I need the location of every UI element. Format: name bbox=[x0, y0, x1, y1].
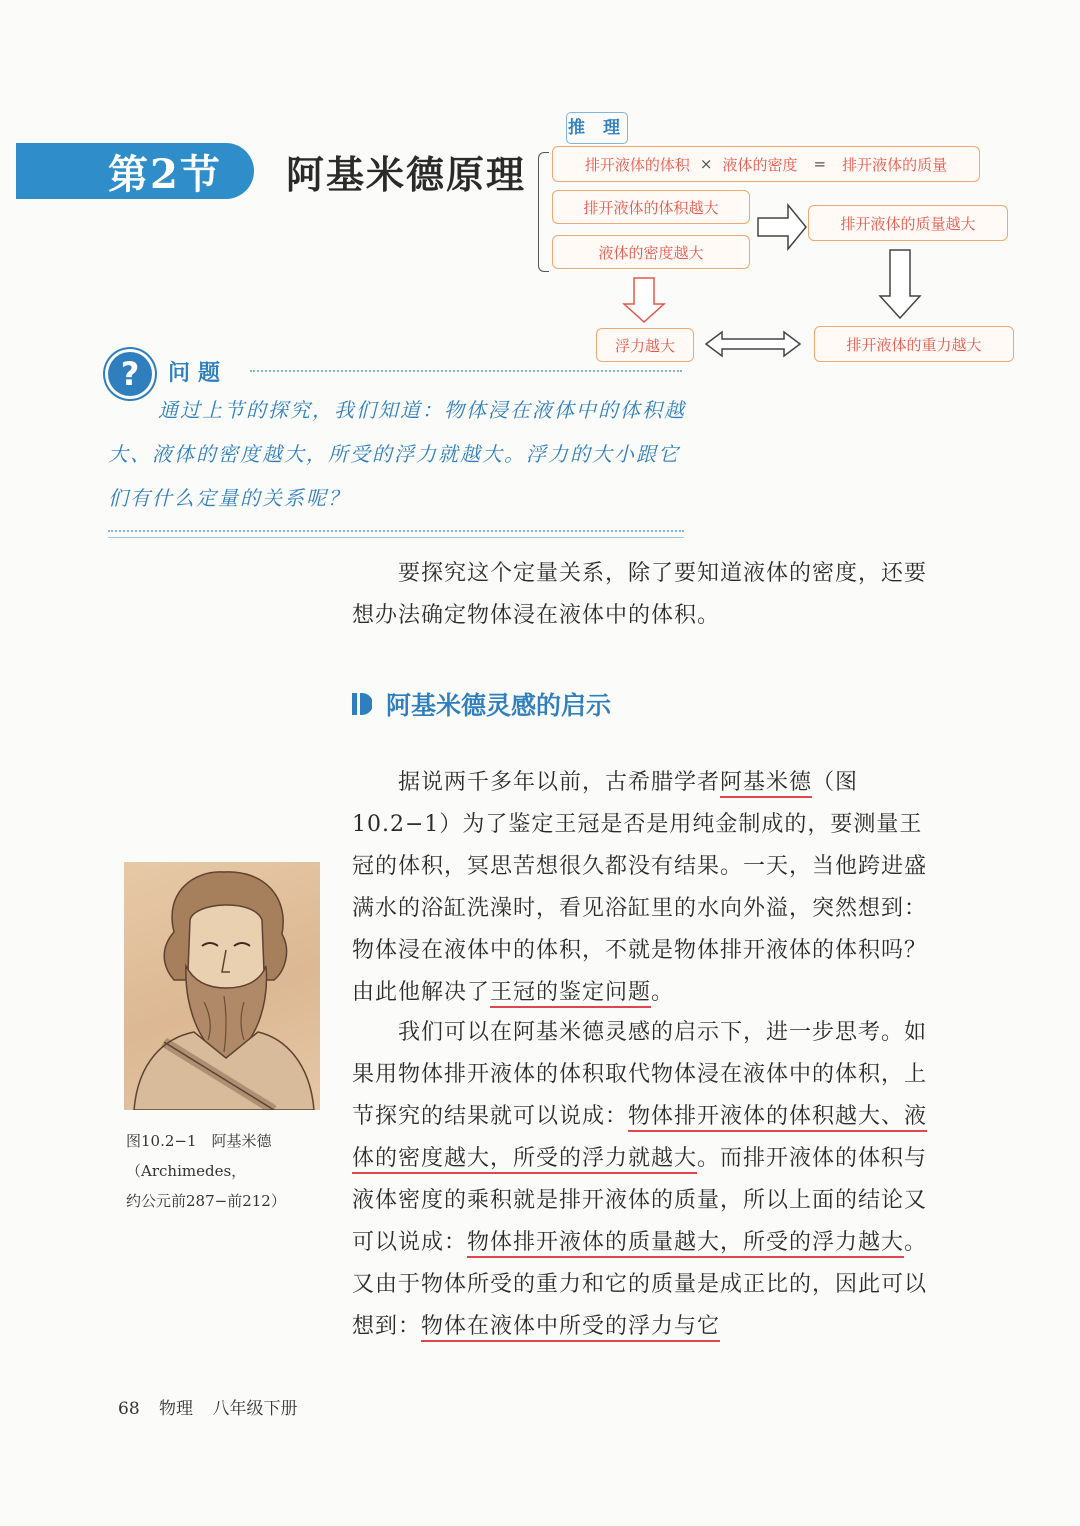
question-text: 通过上节的探究，我们知道：物体浸在液体中的体积越大、液体的密度越大，所受的浮力就越大。浮力的大小跟它们有什么定量的关系呢？ bbox=[108, 398, 686, 510]
paragraph-text: 据说两千多年以前，古希腊学者 bbox=[398, 770, 721, 795]
subsection-title: 阿基米德灵感的启示 bbox=[386, 691, 612, 720]
paragraph-text: 。而排开液体的体积与液体密度的乘积就是排开液体的质量，所以上面的结论又可以说成： bbox=[352, 1146, 928, 1255]
formula-mass: 排开液体的质量 bbox=[842, 155, 948, 174]
down-arrow-icon bbox=[624, 278, 664, 322]
question-bottom-divider bbox=[108, 530, 684, 532]
subject-name: 物理 bbox=[159, 1399, 194, 1419]
equals-sign: = bbox=[813, 155, 827, 173]
figure-caption-title: 图10.2−1 阿基米德 bbox=[126, 1132, 272, 1150]
page-footer bbox=[118, 1394, 311, 1419]
intro-paragraph: 要探究这个定量关系，除了要知道液体的密度，还要想办法确定物体浸在液体中的体积。 bbox=[352, 561, 928, 628]
highlight-archimedes: 阿基米德 bbox=[720, 770, 813, 795]
question-divider bbox=[250, 370, 682, 372]
buoyancy-larger-box: 浮力越大 bbox=[596, 328, 694, 362]
highlight-conclusion-mass: 物体排开液体的质量越大，所受的浮力越大 bbox=[467, 1230, 905, 1255]
book-name: 八年级下册 bbox=[212, 1399, 298, 1419]
formula-density: 液体的密度 bbox=[722, 155, 798, 174]
highlight-conclusion-weight: 物体在液体中所受的浮力与它 bbox=[421, 1314, 721, 1339]
question-icon: ? bbox=[108, 352, 152, 396]
figure-caption-name: （Archimedes， bbox=[126, 1162, 247, 1180]
double-arrow-icon bbox=[706, 332, 800, 356]
paragraph-archimedes-story bbox=[352, 762, 932, 1014]
paragraph-text: （图10.2−1）为了鉴定王冠是否是用纯金制成的，要测量王冠的体积，冥思苦想很久都没有结果。一天，当他跨进盛满水的浴缸洗澡时，看见浴缸里的水向外溢，突然想到：物体浸在液体中的体积，不就是物体排开液体的体积吗？由此他解决了 bbox=[352, 770, 928, 1005]
paragraph-text: 。 bbox=[651, 980, 675, 1005]
paragraph-reasoning bbox=[352, 1012, 932, 1348]
question-bottom-line bbox=[108, 537, 684, 538]
formula-volume: 排开液体的体积 bbox=[584, 155, 690, 174]
highlight-crown-problem: 王冠的鉴定问题 bbox=[490, 980, 652, 1005]
reasoning-label: 推 理 bbox=[566, 112, 628, 144]
figure-caption-dates: 约公元前287−前212） bbox=[126, 1192, 286, 1210]
section-title: 阿基米德原理 bbox=[286, 152, 527, 197]
right-arrow-icon bbox=[758, 205, 806, 249]
section-marker-icon bbox=[352, 693, 372, 715]
density-larger-box: 液体的密度越大 bbox=[552, 235, 750, 269]
highlight-conclusion-volume: 物体排开液体的体积越大、液体的密度越大，所受的浮力就越大 bbox=[352, 1104, 928, 1171]
weight-larger-box: 排开液体的重力越大 bbox=[814, 326, 1014, 362]
section-number-tab: 第2节 bbox=[16, 143, 254, 199]
times-sign: × bbox=[699, 155, 713, 173]
down-arrow-icon bbox=[880, 250, 920, 318]
volume-larger-box: 排开液体的体积越大 bbox=[552, 190, 750, 224]
paragraph-text: 我们可以在阿基米德灵感的启示下，进一步思考。如果用物体排开液体的体积取代物体浸在液体中的体积，上节探究的结果就可以说成： bbox=[352, 1020, 928, 1129]
archimedes-portrait bbox=[124, 862, 320, 1110]
question-title: 问题 bbox=[168, 361, 229, 386]
paragraph-text: 。又由于物体所受的重力和它的质量是成正比的，因此可以想到： bbox=[352, 1230, 928, 1339]
diagram-arrows bbox=[0, 0, 1080, 400]
mass-larger-box: 排开液体的质量越大 bbox=[808, 205, 1008, 241]
page-number: 68 bbox=[118, 1399, 140, 1419]
figure-caption bbox=[126, 1126, 286, 1216]
